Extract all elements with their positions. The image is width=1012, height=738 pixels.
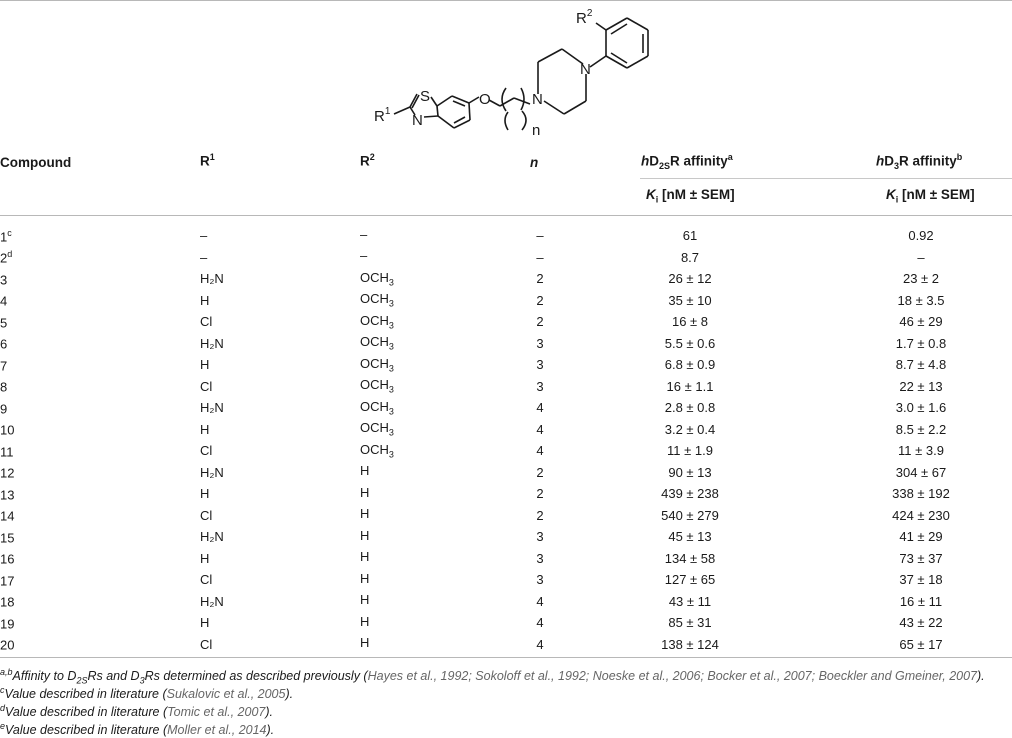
footnote-d: $^d$Value described in literature (Tomic et al., 2007).: [0, 703, 273, 720]
header-ki-d3: $K_i$ [nM ± SEM]: [886, 187, 975, 205]
table-row: [0, 591, 1012, 613]
table-row: [0, 462, 1012, 484]
compound-cell: 7: [0, 357, 8, 373]
n-cell: 4: [536, 443, 544, 459]
r1-cell: H: [200, 357, 210, 373]
compound-cell: 6: [0, 336, 8, 352]
affinity-table: [0, 225, 1012, 655]
compound-cell: 1$^c$: [0, 227, 12, 244]
d3-affinity-cell: 73 ± 37: [899, 550, 943, 566]
r2-cell: $OCH_3$: [360, 334, 394, 353]
d2-affinity-cell: 6.8 ± 0.9: [664, 357, 716, 373]
d3-affinity-cell: 22 ± 13: [899, 378, 943, 394]
n-cell: 2: [536, 486, 544, 502]
d2-affinity-cell: 127 ± 65: [664, 572, 716, 588]
oxygen-label: O: [479, 91, 491, 108]
n-cell: 4: [536, 636, 544, 652]
d2-affinity-cell: 35 ± 10: [668, 292, 712, 308]
n-cell: –: [536, 228, 544, 244]
compound-cell: 2$^d$: [0, 249, 13, 266]
compound-cell: 14: [0, 508, 15, 524]
footnote-c-reference[interactable]: Sukalovic et al., 2005: [166, 687, 286, 702]
header-d3-affinity: $hD_3R$ affinity$^b$: [876, 152, 963, 172]
r2-cell: $OCH_3$: [360, 312, 394, 331]
footnote-e-reference[interactable]: Moller et al., 2014: [167, 723, 267, 738]
n-cell: 2: [536, 464, 544, 480]
r2-cell: $OCH_3$: [360, 441, 394, 460]
r1-cell: –: [200, 249, 208, 265]
r1-label: $R^1$: [374, 106, 391, 125]
r2-cell: $OCH_3$: [360, 420, 394, 439]
r1-cell: Cl: [200, 314, 213, 330]
compound-cell: 5: [0, 314, 8, 330]
n-cell: 2: [536, 271, 544, 287]
n-cell: 3: [536, 550, 544, 566]
d2-affinity-cell: 16 ± 1.1: [666, 378, 714, 394]
header-compound: Compound: [0, 155, 72, 170]
r2-cell: H: [360, 506, 370, 522]
d2-affinity-cell: 45 ± 13: [668, 529, 712, 545]
r1-cell: H₂N: [200, 400, 224, 416]
table-row: [0, 311, 1012, 333]
r1-cell: H: [200, 550, 210, 566]
piperazine-nitrogen-2: N: [580, 61, 591, 78]
compound-cell: 10: [0, 422, 15, 438]
footnote-d-reference[interactable]: Tomic et al., 2007: [167, 705, 266, 720]
d2-affinity-cell: 26 ± 12: [668, 271, 712, 287]
r2-cell: H: [360, 527, 370, 543]
top-rule: [0, 0, 1012, 1]
n-cell: 4: [536, 615, 544, 631]
footnote-ab: $^{a,b}$Affinity to $D_{2S}Rs$ and $D_3Rs$ determined as described previously (Hayes et al., 1992; Sokoloff et al., 1992; Noeske et al., 2006; Bocker et al., 2007; Boeckler and Gmeiner, 2007).: [0, 667, 985, 686]
d2-affinity-cell: 90 ± 13: [668, 464, 712, 480]
n-cell: –: [536, 249, 544, 265]
r2-cell: H: [360, 592, 370, 608]
compound-cell: 12: [0, 465, 15, 481]
r1-cell: H₂N: [200, 335, 224, 351]
table-row: [0, 290, 1012, 312]
d3-affinity-cell: 424 ± 230: [892, 507, 950, 523]
table-row: [0, 397, 1012, 419]
n-cell: 2: [536, 292, 544, 308]
r1-cell: Cl: [200, 378, 213, 394]
d3-affinity-cell: 8.5 ± 2.2: [895, 421, 947, 437]
n-cell: 3: [536, 357, 544, 373]
r2-cell: H: [360, 570, 370, 586]
d3-affinity-cell: 0.92: [908, 228, 934, 244]
n-cell: 3: [536, 378, 544, 394]
compound-cell: 9: [0, 400, 8, 416]
header-d2-affinity: $hD_{2S}R$ affinity$^a$: [641, 152, 733, 172]
compound-cell: 19: [0, 615, 15, 631]
n-cell: 2: [536, 507, 544, 523]
d2-affinity-cell: 134 ± 58: [664, 550, 716, 566]
table-row: [0, 247, 1012, 269]
r2-cell: H: [360, 549, 370, 565]
r1-cell: H₂N: [200, 464, 224, 480]
d2-affinity-cell: 2.8 ± 0.8: [664, 400, 716, 416]
d3-affinity-cell: 11 ± 3.9: [898, 443, 944, 459]
table-row: [0, 483, 1012, 505]
compound-cell: 3: [0, 271, 8, 287]
header-n: n: [530, 155, 539, 170]
r2-cell: H: [360, 484, 370, 500]
d2-affinity-cell: 540 ± 279: [661, 507, 719, 523]
compound-cell: 20: [0, 637, 15, 653]
r1-cell: Cl: [200, 636, 213, 652]
r1-cell: Cl: [200, 443, 213, 459]
r1-cell: H: [200, 615, 210, 631]
table-row: [0, 354, 1012, 376]
r2-cell: –: [360, 248, 368, 264]
table-row: [0, 333, 1012, 355]
r2-label: $R^2$: [576, 8, 593, 27]
subheader-rule-d2: [640, 178, 1012, 179]
r2-cell: H: [360, 613, 370, 629]
r2-cell: $OCH_3$: [360, 377, 394, 396]
table-row: [0, 526, 1012, 548]
d3-affinity-cell: 304 ± 67: [895, 464, 947, 480]
d3-affinity-cell: 18 ± 3.5: [897, 292, 945, 308]
n-cell: 3: [536, 529, 544, 545]
r1-cell: H₂N: [200, 529, 224, 545]
d3-affinity-cell: 16 ± 11: [899, 593, 943, 609]
d3-affinity-cell: 8.7 ± 4.8: [895, 357, 947, 373]
header-ki-d2: $K_i$ [nM ± SEM]: [646, 187, 735, 205]
r1-cell: Cl: [200, 572, 213, 588]
sulfur-label: S: [420, 88, 431, 105]
compound-cell: 8: [0, 379, 8, 395]
n-cell: 2: [536, 314, 544, 330]
table-row: [0, 634, 1012, 656]
r2-cell: $OCH_3$: [360, 291, 394, 310]
d2-affinity-cell: 8.7: [680, 249, 700, 265]
r2-cell: H: [360, 635, 370, 651]
n-cell: 4: [536, 421, 544, 437]
d2-affinity-cell: 5.5 ± 0.6: [664, 335, 716, 351]
d2-affinity-cell: 138 ± 124: [661, 636, 719, 652]
d3-affinity-cell: 338 ± 192: [892, 486, 950, 502]
table-row: [0, 376, 1012, 398]
compound-cell: 17: [0, 572, 15, 588]
d2-affinity-cell: 85 ± 31: [668, 615, 712, 631]
d2-affinity-cell: 439 ± 238: [661, 486, 719, 502]
d2-affinity-cell: 16 ± 8: [671, 314, 709, 330]
header-r1: $R^1$: [200, 152, 215, 169]
footnote-ab-references[interactable]: Hayes et al., 1992; Sokoloff et al., 1992; Noeske et al., 2006; Bocker et al., 2007; Boeckler and Gmeiner, 2007: [367, 669, 978, 684]
d3-affinity-cell: 23 ± 2: [902, 271, 940, 287]
d3-affinity-cell: 41 ± 29: [899, 529, 943, 545]
compound-cell: 11: [0, 443, 14, 459]
d2-affinity-cell: 11 ± 1.9: [667, 443, 713, 459]
n-cell: 4: [536, 400, 544, 416]
d2-affinity-cell: 61: [682, 228, 698, 244]
header-bottom-rule: [0, 215, 1012, 216]
footnote-e: $^e$Value described in literature (Moller et al., 2014).: [0, 721, 275, 738]
r1-cell: H: [200, 292, 210, 308]
r2-cell: H: [360, 463, 370, 479]
r1-cell: H₂N: [200, 271, 224, 287]
d3-affinity-cell: –: [917, 249, 925, 265]
compound-cell: 4: [0, 293, 8, 309]
chemical-structure-image: [352, 4, 662, 146]
d3-affinity-cell: 43 ± 22: [899, 615, 943, 631]
table-row: [0, 419, 1012, 441]
d3-affinity-cell: 1.7 ± 0.8: [895, 335, 947, 351]
d3-affinity-cell: 46 ± 29: [899, 314, 943, 330]
compound-cell: 15: [0, 529, 15, 545]
r1-cell: H₂N: [200, 593, 224, 609]
n-cell: 3: [536, 572, 544, 588]
d3-affinity-cell: 65 ± 17: [899, 636, 943, 652]
table-row: [0, 548, 1012, 570]
r1-cell: H: [200, 421, 210, 437]
d2-affinity-cell: 3.2 ± 0.4: [664, 421, 716, 437]
chain-n-label: n: [532, 122, 541, 139]
r2-cell: $OCH_3$: [360, 355, 394, 374]
d3-affinity-cell: 3.0 ± 1.6: [895, 400, 947, 416]
table-row: [0, 268, 1012, 290]
table-bottom-rule: [0, 657, 1012, 658]
n-cell: 3: [536, 335, 544, 351]
table-row: [0, 569, 1012, 591]
d2-affinity-cell: 43 ± 11: [668, 593, 712, 609]
compound-cell: 13: [0, 486, 15, 502]
compound-cell: 16: [0, 551, 15, 567]
r2-cell: $OCH_3$: [360, 398, 394, 417]
table-row: [0, 612, 1012, 634]
r1-cell: –: [200, 228, 208, 244]
r2-cell: –: [360, 226, 368, 242]
r1-cell: Cl: [200, 507, 213, 523]
compound-cell: 18: [0, 594, 15, 610]
table-row: [0, 225, 1012, 247]
piperazine-nitrogen-1: N: [532, 91, 543, 108]
r2-cell: $OCH_3$: [360, 269, 394, 288]
table-row: [0, 505, 1012, 527]
header-r2: $R^2$: [360, 152, 375, 169]
d3-affinity-cell: 37 ± 18: [899, 572, 943, 588]
n-cell: 4: [536, 593, 544, 609]
thiazole-nitrogen-label: N: [412, 112, 423, 129]
table-row: [0, 440, 1012, 462]
r1-cell: H: [200, 486, 210, 502]
footnote-c: $^c$Value described in literature (Sukalovic et al., 2005).: [0, 685, 294, 702]
